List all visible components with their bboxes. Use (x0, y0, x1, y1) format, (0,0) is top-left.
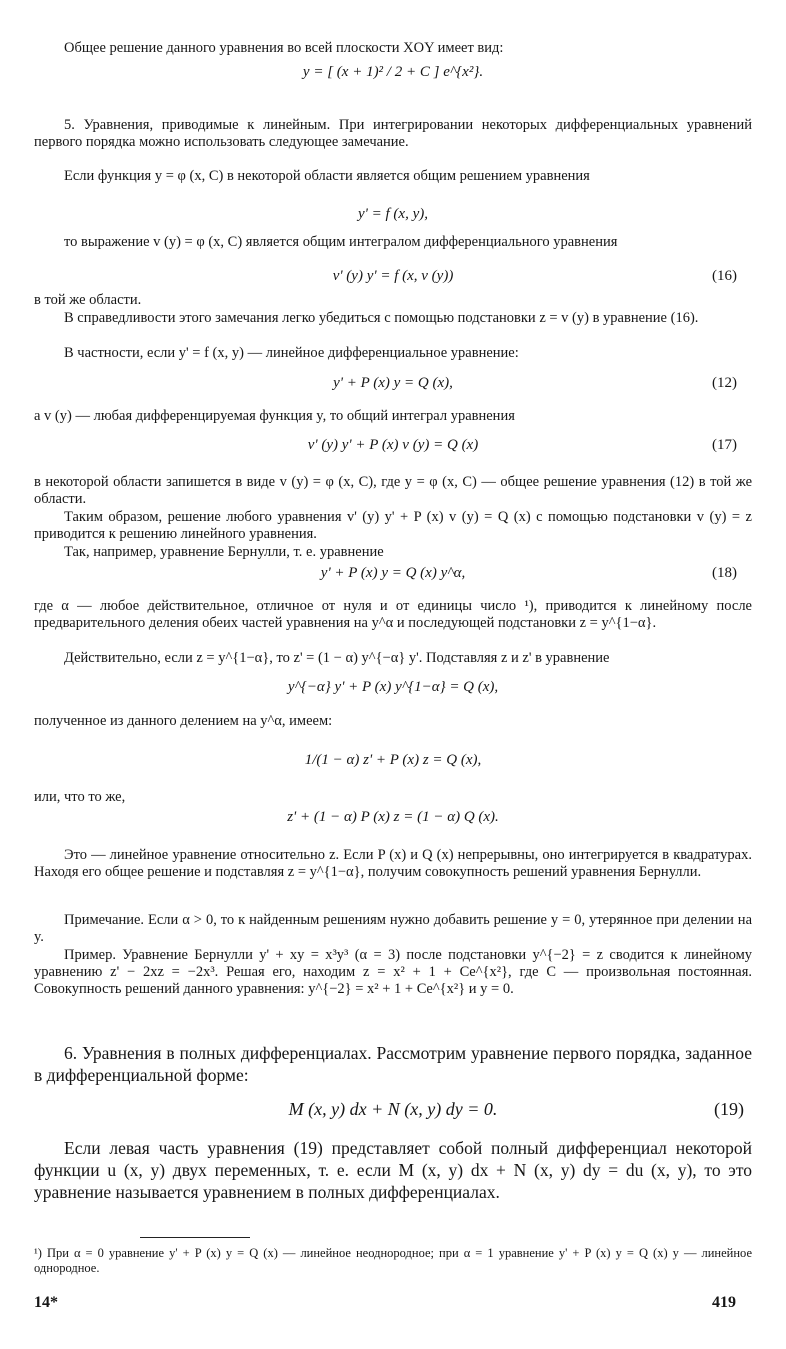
equation-body: M (x, y) dx + N (x, y) dy = 0. (288, 1099, 498, 1119)
equation-16 (0, 268, 786, 285)
example-paragraph: Пример. Уравнение Бернулли y' + xy = x³y³ (α = 3) после подстановки y^{−2} = z сводится к линейному уравнению z' − 2xz = −2x³. Решая его, находим z = x² + 1 + Ce^{x²}, где C — произвольная постоянная. Совокупность решений данного уравнения: y^{−2} = x² + 1 + Ce^{x²} и y = 0. (34, 947, 752, 997)
equation-number: (17) (712, 437, 737, 453)
text-paragraph: Если функция y = φ (x, C) в некоторой области является общим решением уравнения (64, 168, 590, 184)
text-line: в той же области. (34, 292, 142, 308)
equation-number: (18) (712, 565, 737, 581)
equation: y = [ (x + 1)² / 2 + C ] e^{x²}. (302, 64, 484, 80)
text-paragraph: Это — линейное уравнение относительно z. Если P (x) и Q (x) непрерывны, оно интегрируется в квадратурах. Находя его общее решение и подставляя z = y^{1−α}, получим совокупность решений уравнения Бернулли. (34, 847, 752, 880)
section-6-paragraph: 6. Уравнения в полных дифференциалах. Рассмотрим уравнение первого порядка, заданное в дифференциальной форме: (34, 1043, 752, 1085)
text-line: Общее решение данного уравнения во всей плоскости XOY имеет вид: (64, 40, 504, 56)
text-paragraph: В справедливости этого замечания легко убедиться с помощью подстановки z = v (y) в уравнение (16). (64, 310, 699, 326)
text-line: Действительно, если z = y^{1−α}, то z' = (1 − α) y^{−α} y'. Подставляя z и z' в уравнение (64, 650, 610, 666)
note-paragraph: Примечание. Если α > 0, то к найденным решениям нужно добавить решение y = 0, утерянное при делении на y. (34, 912, 752, 945)
equation-number: (19) (714, 1099, 744, 1119)
equation-body: v' (y) y' + P (x) v (y) = Q (x) (307, 437, 479, 453)
text-paragraph: Таким образом, решение любого уравнения v' (y) y' + P (x) v (y) = Q (x) с помощью подстановки v (y) = z приводится к решению линейного уравнения. (34, 509, 752, 542)
equation: 1/(1 − α) z' + P (x) z = Q (x), (304, 752, 482, 768)
text-line: полученное из данного делением на y^α, имеем: (34, 713, 333, 729)
printer-signature: 14* (34, 1294, 58, 1311)
equation-19 (0, 1098, 786, 1120)
equation-18 (0, 565, 786, 582)
equation-number: (12) (712, 375, 737, 391)
text-paragraph: в некоторой области запишется в виде v (y) = φ (x, C), где y = φ (x, C) — общее решение уравнения (12) в той же области. (34, 474, 752, 507)
text-line: или, что то же, (34, 789, 126, 805)
equation-body: y' + P (x) y = Q (x) y^α, (320, 565, 466, 581)
equation: z' + (1 − α) P (x) z = (1 − α) Q (x). (287, 809, 499, 825)
equation-17 (0, 437, 786, 454)
equation-number: (16) (712, 268, 737, 284)
page-number: 419 (712, 1294, 736, 1311)
text-line: Так, например, уравнение Бернулли, т. е. уравнение (64, 544, 384, 560)
text-line: В частности, если y' = f (x, y) — линейное дифференциальное уравнение: (64, 345, 519, 361)
section-5-paragraph: 5. Уравнения, приводимые к линейным. При интегрировании некоторых дифференциальных уравнений первого порядка можно использовать следующее замечание. (34, 117, 752, 150)
text-paragraph: то выражение v (y) = φ (x, C) является общим интегралом дифференциального уравнения (64, 234, 618, 250)
equation: y^{−α} y' + P (x) y^{1−α} = Q (x), (287, 679, 499, 695)
footnote-rule (140, 1237, 250, 1238)
text-paragraph: где α — любое действительное, отличное от нуля и от единицы число ¹), приводится к линейному после предварительного деления обеих частей уравнения на y^α и последующей подстановки z = y^{1−α}. (34, 598, 752, 631)
equation: y' = f (x, y), (358, 206, 428, 222)
equation-body: y' + P (x) y = Q (x), (333, 375, 453, 391)
text-line: а v (y) — любая дифференцируемая функция y, то общий интеграл уравнения (34, 408, 515, 424)
footnote: ¹) При α = 0 уравнение y' + P (x) y = Q (x) — линейное неоднородное; при α = 1 уравнение y' + P (x) y = Q (x) y — линейное однородное. (34, 1246, 752, 1275)
equation-body: v' (y) y' = f (x, v (y)) (332, 268, 454, 284)
equation-12 (0, 375, 786, 392)
text-paragraph: Если левая часть уравнения (19) представляет собой полный дифференциал некоторой функции u (x, y) двух переменных, т. е. если M (x, y) dx + N (x, y) dy = du (x, y), то это уравнение называется уравнением в полных дифференциалах. (34, 1138, 752, 1202)
